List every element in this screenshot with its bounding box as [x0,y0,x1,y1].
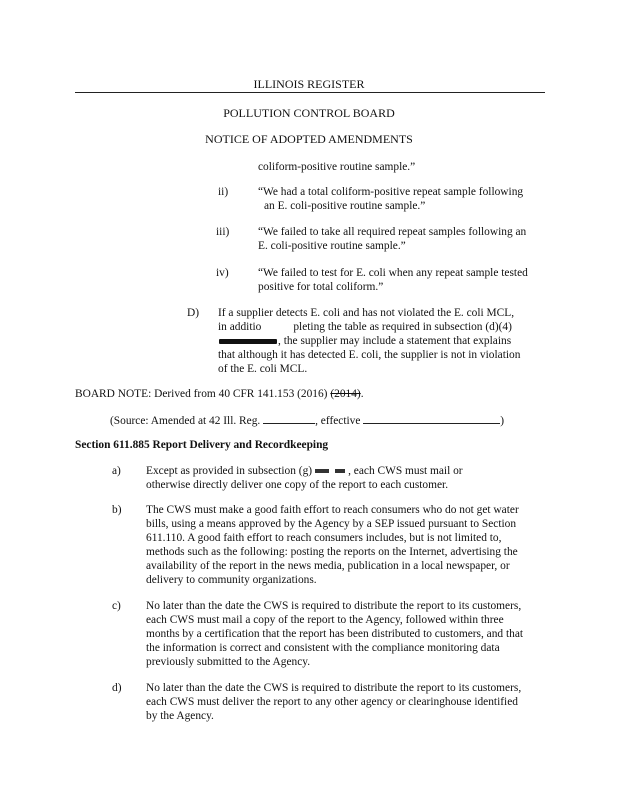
list-marker-iv: iv) [216,267,229,279]
list-item-ii-line1: “We had a total coliform-positive repeat sample following [258,186,524,198]
para-a-line1-start: Except as provided in subsection (g) [146,465,313,477]
para-a-line1 [146,464,463,479]
register-title: ILLINOIS REGISTER [253,77,365,91]
para-a-line1-end: , each CWS must mail or [348,465,463,477]
source-end: ) [500,415,505,427]
para-b-line4: methods such as the following: posting the reports on the Internet, advertising the [146,546,518,558]
item-d-line3-text: , the supplier may include a statement that explains [278,335,512,347]
redaction-mark [219,339,277,344]
para-b-marker: b) [112,504,122,516]
source-prefix: (Source: Amended at 42 Ill. Reg. [110,415,264,427]
para-a-marker: a) [112,465,121,477]
para-d-line2: each CWS must deliver the report to any other agency or clearinghouse identified [146,696,518,708]
para-b-line5: availability of the report in the news media, publication in a local newspaper, or [146,560,510,572]
para-d-marker: d) [112,682,122,694]
para-c-line1: No later than the date the CWS is required to distribute the report to its customers, [146,600,522,612]
list-item-ii-line2: an E. coli-positive routine sample.” [264,200,426,212]
scan-smudge [315,469,329,473]
list-marker-iii: iii) [216,226,230,238]
source-middle: , effective [315,415,364,427]
para-c-line5: previously submitted to the Agency. [146,656,311,668]
para-b-line6: delivery to community organizations. [146,574,317,586]
board-note [75,387,364,402]
item-d-line3 [218,334,511,349]
source-effective-blank [363,413,500,424]
list-item-iv-line1: “We failed to test for E. coli when any repeat sample tested [258,267,528,279]
item-d-line1: If a supplier detects E. coli and has not violated the E. coli MCL, [218,307,515,319]
para-a-line2: otherwise directly deliver one copy of the report to each customer. [146,479,449,491]
list-item-iii-line1: “We failed to take all required repeat samples following an [258,226,527,238]
para-b-line2: bills, using a means approved by the Agency by a SEP issued pursuant to Section [146,518,517,530]
para-b-line3: 611.110. A good faith effort to reach consumers includes, but is not limited to, [146,532,502,544]
item-d-line2 [218,320,512,335]
header-rule [75,92,545,93]
list-marker-ii: ii) [218,186,229,198]
para-c-line2: each CWS must mail a copy of the report to the Agency, followed within three [146,614,504,626]
source-reg-blank [263,413,315,424]
para-b-line1: The CWS must make a good faith effort to reach consumers who do not get water [146,504,519,516]
section-title: Section 611.885 Report Delivery and Recordkeeping [75,439,329,451]
item-d-line2-start: in additio [218,321,262,333]
item-d-line4: that although it has detected E. coli, the supplier is not in violation [218,349,521,361]
board-title: POLLUTION CONTROL BOARD [223,106,395,120]
list-item-iv-line2: positive for total coliform.” [258,281,384,293]
notice-title: NOTICE OF ADOPTED AMENDMENTS [205,132,413,146]
board-note-struck: (2014) [330,388,361,400]
para-c-line4: the information is correct and consistent with the compliance monitoring data [146,642,500,654]
scan-smudge [335,469,345,473]
list-item-iii-line2: E. coli-positive routine sample.” [258,240,406,252]
board-note-text: BOARD NOTE: Derived from 40 CFR 141.153 (2016) [75,388,328,400]
board-note-end: . [360,388,364,400]
para-c-marker: c) [112,600,121,612]
para-d-line3: by the Agency. [146,710,214,722]
item-d-line5: of the E. coli MCL. [218,363,308,375]
item-d-line2-end: pleting the table as required in subsection (d)(4) [293,321,512,333]
para-c-line3: months by a certification that the report has been distributed to customers, and that [146,628,524,640]
source-line [110,413,504,429]
continuation-line: coliform-positive routine sample.” [258,161,416,173]
para-d-line1: No later than the date the CWS is required to distribute the report to its customers, [146,682,522,694]
item-d-marker: D) [187,307,200,319]
